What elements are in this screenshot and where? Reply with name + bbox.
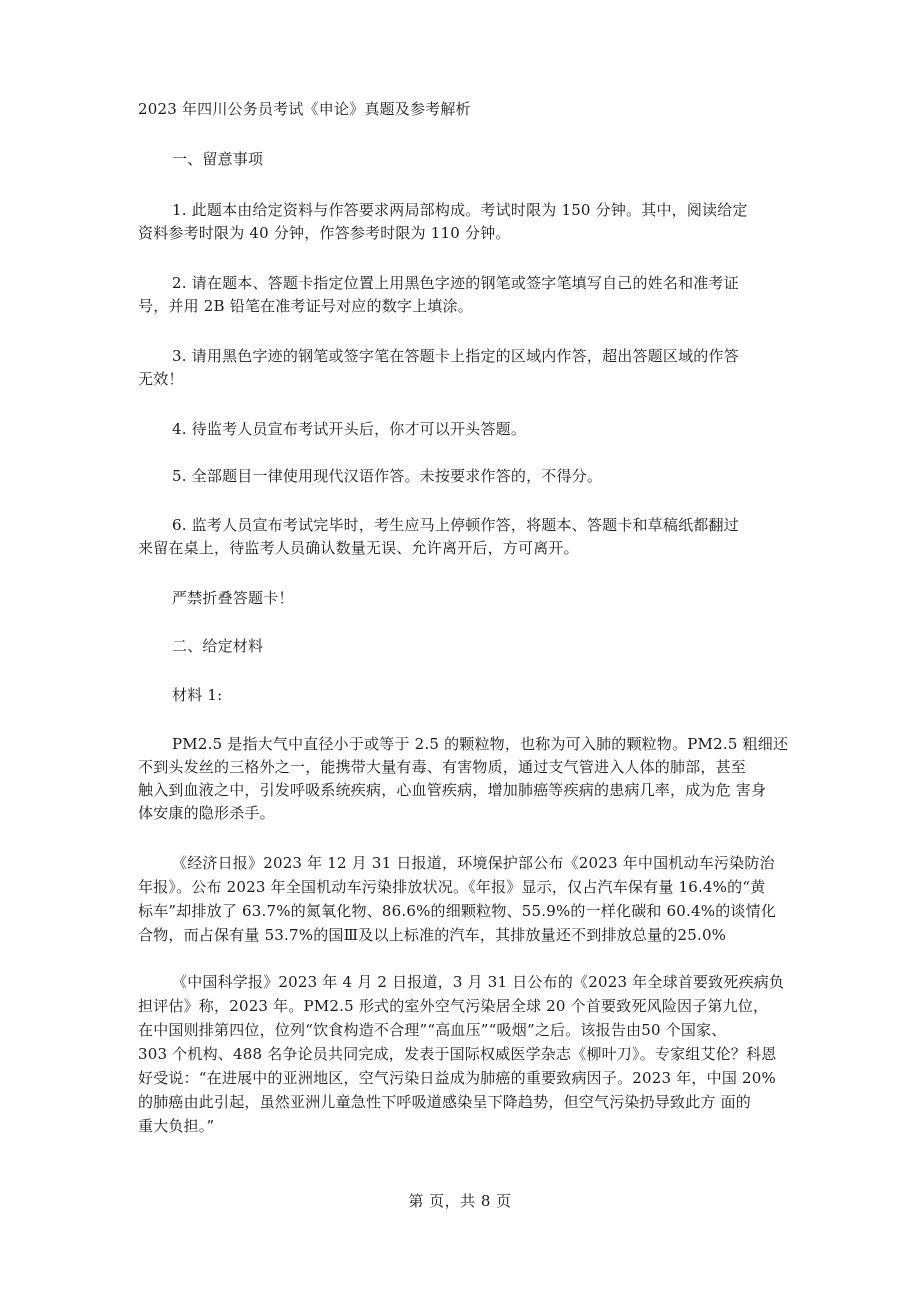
paragraph-3-line-4: 303 个机构、488 名争论员共同完成，发表于国际权威医学杂志《柳叶刀》。专家组艾伦？科恩 — [138, 1045, 777, 1063]
page-footer: 第 页，共 8 页 — [408, 1192, 512, 1210]
paragraph-2-line-4: 合物，而占保有量 53.7%的国Ⅲ及以上标准的汽车，其排放量还不到排放总量的25.0% — [138, 926, 727, 944]
notice-3-line-2: 无效！ — [138, 370, 184, 388]
paragraph-1-line-4: 体安康的隐形杀手。 — [138, 804, 275, 822]
paragraph-1-line-3: 触入到血液之中，引发呼吸系统疾病，心血管疾病，增加肺癌等疾病的患病几率，成为危 害身 — [138, 781, 767, 799]
warning-text: 严禁折叠答题卡！ — [172, 589, 294, 607]
material-label: 材料 1: — [172, 686, 223, 704]
document-title: 2023 年四川公务员考试《申论》真题及参考解析 — [138, 100, 471, 118]
paragraph-3-line-5: 好受说：“在进展中的亚洲地区，空气污染日益成为肺癌的重要致病因子。2023 年，中国 20% — [138, 1069, 776, 1087]
paragraph-2-line-2: 年报》。公布 2023 年全国机动车污染排放状况。《年报》显示，仅占汽车保有量 16.4%的“黄 — [138, 878, 766, 896]
notice-6-line-2: 来留在桌上，待监考人员确认数量无误、允许离开后，方可离开。 — [138, 539, 579, 557]
notice-1-line-2: 资料参考时限为 40 分钟，作答参考时限为 110 分钟。 — [138, 224, 511, 242]
paragraph-3-line-2: 担评估》称，2023 年。PM2.5 形式的室外空气污染居全球 20 个首要致死风险因子第九位， — [138, 997, 769, 1015]
paragraph-1-line-2: 不到头发丝的三格外之一，能携带大量有毒、有害物质，通过支气管进入人体的肺部，甚至 — [138, 758, 747, 776]
paragraph-2-line-1: 《经济日报》2023 年 12 月 31 日报道，环境保护部公布《2023 年中国机动车污染防治 — [172, 854, 775, 872]
paragraph-2-line-3: 标车”却排放了 63.7%的氮氧化物、86.6%的细颗粒物、55.9%的一样化碳和 60.4%的谈情化 — [138, 902, 777, 920]
section-heading-notices: 一、留意事项 — [172, 150, 264, 168]
notice-5: 5. 全部题目一律使用现代汉语作答。未按要求作答的，不得分。 — [172, 467, 603, 485]
notice-2-line-2: 号，并用 2B 铅笔在准考证号对应的数字上填涂。 — [138, 297, 473, 315]
notice-4: 4. 待监考人员宣布考试开头后，你才可以开头答题。 — [172, 420, 527, 438]
section-heading-materials: 二、给定材料 — [172, 637, 264, 655]
paragraph-3-line-7: 重大负担。” — [138, 1117, 215, 1135]
paragraph-3-line-3: 在中国则排第四位，位列“饮食构造不合理”“高血压”“吸烟”之后。该报告由50 个国家、 — [138, 1021, 727, 1039]
paragraph-3-line-6: 的肺癌由此引起，虽然亚洲儿童急性下呼吸道感染呈下降趋势，但空气污染扔导致此方 面的 — [138, 1093, 751, 1111]
notice-1-line-1: 1. 此题本由给定资料与作答要求两局部构成。考试时限为 150 分钟。其中，阅读给定 — [172, 201, 748, 219]
notice-6-line-1: 6. 监考人员宣布考试完毕时，考生应马上停顿作答，将题本、答题卡和草稿纸都翻过 — [172, 516, 739, 534]
notice-2-line-1: 2. 请在题本、答题卡指定位置上用黑色字迹的钢笔或签字笔填写自己的姓名和准考证 — [172, 274, 739, 292]
notice-3-line-1: 3. 请用黑色字迹的钢笔或签字笔在答题卡上指定的区域内作答，超出答题区域的作答 — [172, 347, 739, 365]
paragraph-1-line-1: PM2.5 是指大气中直径小于或等于 2.5 的颗粒物，也称为可入肺的颗粒物。PM2.5 粗细还 — [172, 735, 789, 753]
paragraph-3-line-1: 《中国科学报》2023 年 4 月 2 日报道，3 月 31 日公布的《2023 年全球首要致死疾病负 — [172, 973, 785, 991]
